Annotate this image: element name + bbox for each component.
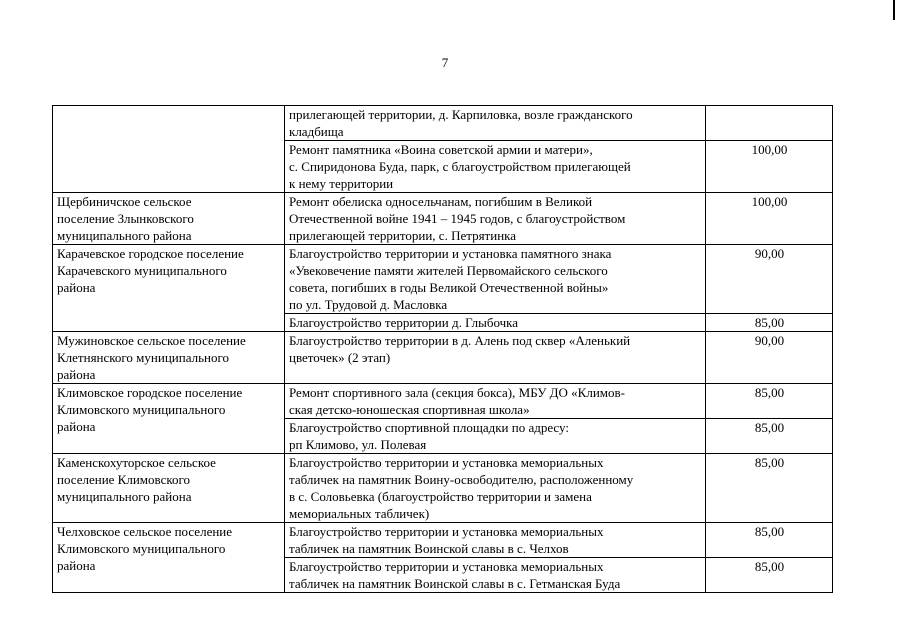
amount-cell: 85,00: [706, 523, 833, 558]
work-cell: [285, 314, 706, 332]
work-line: Ремонт памятника «Воина советской армии и матери»,: [289, 142, 593, 157]
funding-table: [52, 105, 833, 593]
organization-line: Климовского муниципального: [57, 541, 226, 556]
work-line: табличек на памятник Воинской славы в с. Челхов: [289, 541, 569, 556]
work-line: Благоустройство территории и установка мемориальных: [289, 524, 604, 539]
amount-cell: 85,00: [706, 454, 833, 523]
work-line: в с. Соловьевка (благоустройство территории и замена: [289, 489, 592, 504]
work-line: с. Спиридонова Буда, парк, с благоустройством прилегающей: [289, 159, 631, 174]
table-row: [53, 245, 833, 314]
organization-line: Челховское сельское поселение: [57, 524, 233, 539]
work-cell: [285, 523, 706, 558]
organization-line: района: [57, 419, 96, 434]
work-line: «Увековечение памяти жителей Первомайского сельского: [289, 263, 608, 278]
work-line: Ремонт обелиска односельчанам, погибшим в Великой: [289, 194, 593, 209]
organization-line: Карачевского муниципального: [57, 263, 227, 278]
organization-line: Каменскохуторское сельское: [57, 455, 216, 470]
organization-cell: [53, 332, 285, 384]
work-line: табличек на памятник Воину-освободителю, расположенному: [289, 472, 634, 487]
amount-cell: [706, 106, 833, 141]
organization-line: Климовского муниципального: [57, 402, 226, 417]
page-number: 7: [441, 55, 449, 70]
work-line: Ремонт спортивного зала (секция бокса), МБУ ДО «Климов-: [289, 385, 625, 400]
work-line: Отечественной войне 1941 – 1945 годов, с благоустройством: [289, 211, 626, 226]
work-cell: [285, 558, 706, 593]
organization-line: Карачевское городское поселение: [57, 246, 244, 261]
work-line: Благоустройство территории и установка памятного знака: [289, 246, 612, 261]
organization-line: Щербиничское сельское: [57, 194, 192, 209]
work-cell: [285, 141, 706, 193]
work-line: прилегающей территории, д. Карпиловка, возле гражданского: [289, 107, 633, 122]
work-line: рп Климово, ул. Полевая: [289, 437, 427, 452]
amount-cell: 85,00: [706, 314, 833, 332]
organization-cell: [53, 193, 285, 245]
organization-line: Мужиновское сельское поселение: [57, 333, 246, 348]
work-line: табличек на памятник Воинской славы в с. Гетманская Буда: [289, 576, 621, 591]
organization-cell: [53, 454, 285, 523]
organization-line: Климовское городское поселение: [57, 385, 243, 400]
table-row: [53, 332, 833, 384]
work-line: к нему территории: [289, 176, 394, 191]
organization-cell: [53, 384, 285, 454]
work-line: ская детско-юношеская спортивная школа»: [289, 402, 530, 417]
organization-line: района: [57, 280, 96, 295]
amount-cell: 100,00: [706, 141, 833, 193]
table-row: [53, 384, 833, 419]
work-line: Благоустройство территории и установка мемориальных: [289, 559, 604, 574]
work-cell: [285, 419, 706, 454]
work-cell: [285, 193, 706, 245]
table-row: [53, 523, 833, 558]
work-line: Благоустройство территории и установка мемориальных: [289, 455, 604, 470]
table-row: [53, 193, 833, 245]
work-line: мемориальных табличек): [289, 506, 430, 521]
amount-cell: 90,00: [706, 245, 833, 314]
organization-cell: [53, 245, 285, 332]
amount-cell: 100,00: [706, 193, 833, 245]
work-line: Благоустройство территории в д. Алень под сквер «Аленький: [289, 333, 631, 348]
work-line: Благоустройство спортивной площадки по адресу:: [289, 420, 569, 435]
organization-line: района: [57, 558, 96, 573]
work-cell: [285, 332, 706, 384]
organization-line: поселение Злынковского: [57, 211, 194, 226]
table-row: [53, 454, 833, 523]
work-line: совета, погибших в годы Великой Отечественной войны»: [289, 280, 609, 295]
organization-line: муниципального района: [57, 228, 192, 243]
organization-cell: [53, 523, 285, 593]
organization-line: района: [57, 367, 96, 382]
work-line: Благоустройство территории д. Глыбочка: [289, 315, 519, 330]
organization-line: поселение Климовского: [57, 472, 191, 487]
amount-cell: 85,00: [706, 419, 833, 454]
organization-cell: [53, 106, 285, 193]
organization-line: муниципального района: [57, 489, 192, 504]
table-row: [53, 106, 833, 141]
work-line: кладбища: [289, 124, 344, 139]
work-line: цветочек» (2 этап): [289, 350, 391, 365]
work-cell: [285, 106, 706, 141]
work-cell: [285, 245, 706, 314]
scan-edge-mark: [893, 0, 895, 20]
amount-cell: 90,00: [706, 332, 833, 384]
organization-line: Клетнянского муниципального: [57, 350, 229, 365]
work-cell: [285, 384, 706, 419]
work-cell: [285, 454, 706, 523]
work-line: прилегающей территории, с. Петрятинка: [289, 228, 517, 243]
amount-cell: 85,00: [706, 384, 833, 419]
amount-cell: 85,00: [706, 558, 833, 593]
work-line: по ул. Трудовой д. Масловка: [289, 297, 448, 312]
